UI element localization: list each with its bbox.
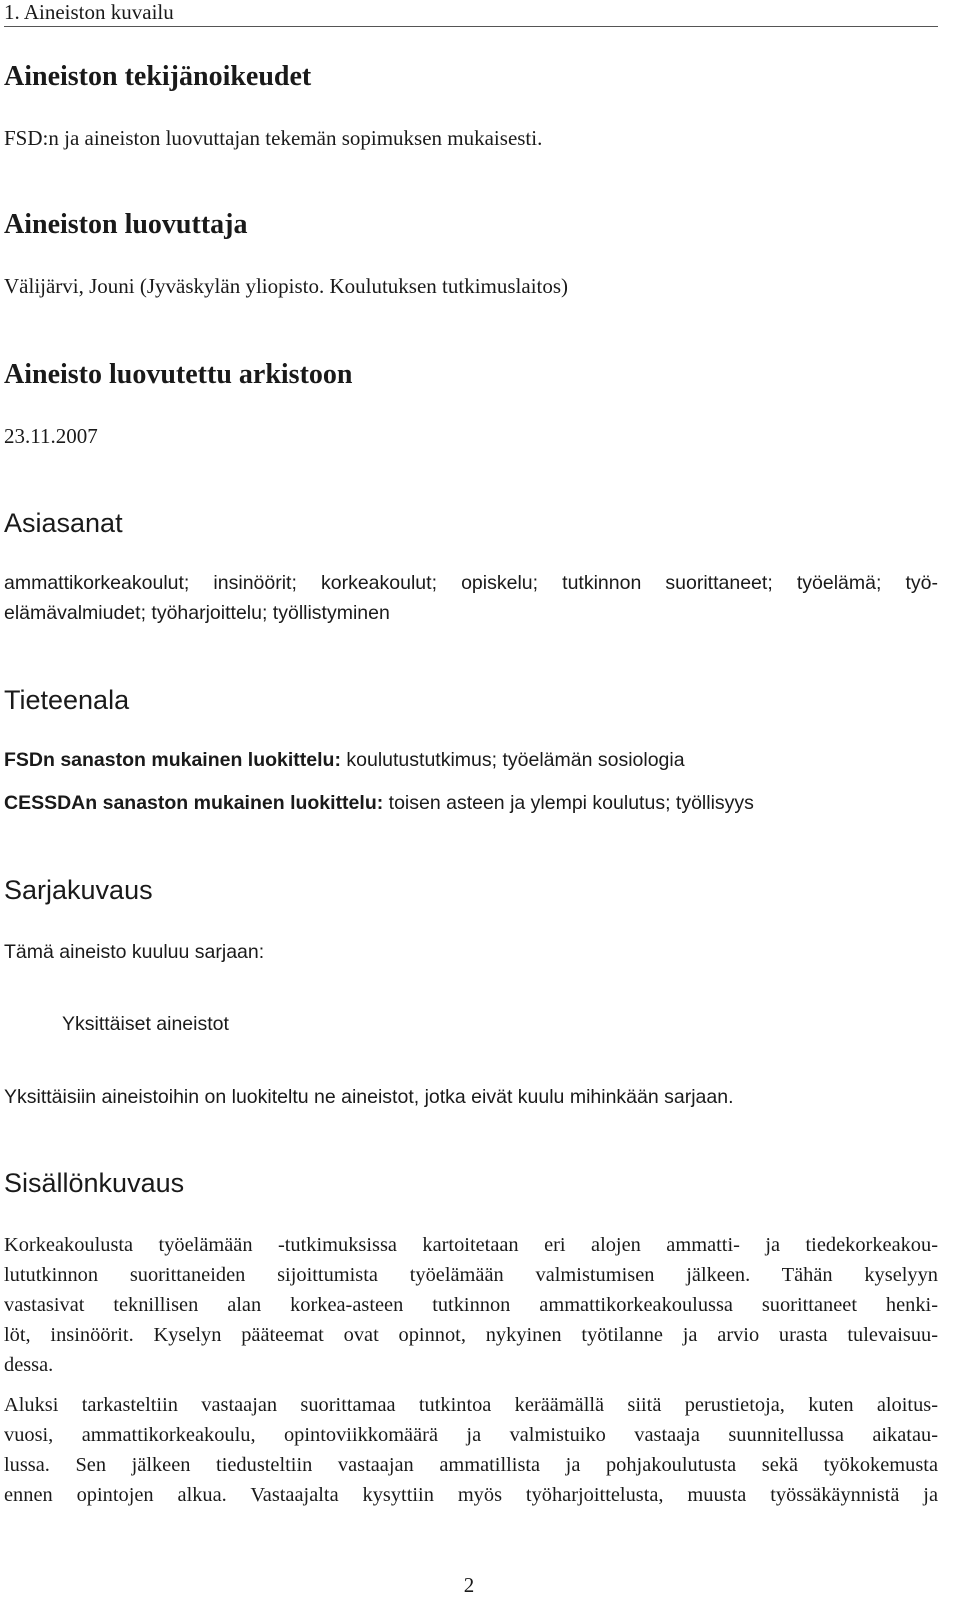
- deposited-date: 23.11.2007: [4, 424, 98, 448]
- depositor-heading: Aineiston luovuttaja: [4, 209, 248, 240]
- deposited-heading: Aineisto luovutettu arkistoon: [4, 359, 353, 390]
- rights-heading: Aineiston tekijänoikeudet: [4, 61, 312, 92]
- content-paragraph-1: [4, 1230, 938, 1380]
- content-line: lututkinnon suorittaneiden sijoittumista työelämään valmistumisen jälkeen. Tähän kyselyyn: [4, 1264, 938, 1286]
- fsd-classification-label: FSDn sanaston mukainen luokittelu:: [4, 749, 341, 771]
- keywords-heading: Asiasanat: [4, 508, 123, 538]
- running-head: 1. Aineiston kuvailu: [4, 0, 938, 27]
- page-number: 2: [463, 1573, 475, 1597]
- content-paragraph-2: [4, 1390, 938, 1510]
- fsd-classification: [4, 745, 685, 775]
- content-line: löt, insinöörit. Kyselyn pääteemat ovat opinnot, nykyinen työtilanne ja arvio urasta tulevaisuu-: [4, 1324, 938, 1346]
- rights-text: FSD:n ja aineiston luovuttajan tekemän sopimuksen mukaisesti.: [4, 126, 543, 150]
- content-line: vastasivat teknillisen alan korkea-asteen tutkinnon ammattikorkeakoulussa suorittaneet henki-: [4, 1294, 938, 1316]
- cessda-classification-label: CESSDAn sanaston mukainen luokittelu:: [4, 792, 384, 814]
- keywords-text: [4, 568, 938, 628]
- content-line: dessa.: [4, 1354, 54, 1376]
- cessda-classification-value: toisen asteen ja ylempi koulutus; työllisyys: [388, 792, 754, 814]
- series-heading: Sarjakuvaus: [4, 875, 153, 905]
- content-heading: Sisällönkuvaus: [4, 1168, 185, 1198]
- series-intro: Tämä aineisto kuuluu sarjaan:: [4, 941, 265, 963]
- series-description: Yksittäisiin aineistoihin on luokiteltu ne aineistot, jotka eivät kuulu mihinkään sarjaan.: [4, 1086, 734, 1108]
- content-line: ennen opintojen alkua. Vastaajalta kysyttiin myös työharjoittelusta, muusta työssäkäynnistä ja: [4, 1484, 938, 1506]
- content-line: vuosi, ammattikorkeakoulu, opintoviikkomäärä ja valmistuiko vastaaja suunnitellussa aikatau-: [4, 1424, 938, 1446]
- fsd-classification-value: koulutustutkimus; työelämän sosiologia: [346, 749, 685, 771]
- content-line: Aluksi tarkasteltiin vastaajan suorittamaa tutkintoa keräämällä siitä perustietoja, kuten aloitus-: [4, 1394, 938, 1416]
- series-name: Yksittäiset aineistot: [62, 1013, 229, 1035]
- depositor-text: Välijärvi, Jouni (Jyväskylän yliopisto. Koulutuksen tutkimuslaitos): [4, 274, 569, 298]
- keywords-line: elämävalmiudet; työharjoittelu; työllistyminen: [4, 602, 390, 624]
- cessda-classification: [4, 788, 754, 818]
- content-line: Korkeakoulusta työelämään -tutkimuksissa kartoitetaan eri alojen ammatti- ja tiedekorkeakou-: [4, 1234, 938, 1256]
- discipline-heading: Tieteenala: [4, 685, 130, 715]
- content-line: lussa. Sen jälkeen tiedusteltiin vastaajan ammatillista ja pohjakoulutusta sekä työkokemusta: [4, 1454, 938, 1476]
- keywords-line: ammattikorkeakoulut; insinöörit; korkeakoulut; opiskelu; tutkinnon suorittaneet; työelämä; työ-: [4, 572, 938, 594]
